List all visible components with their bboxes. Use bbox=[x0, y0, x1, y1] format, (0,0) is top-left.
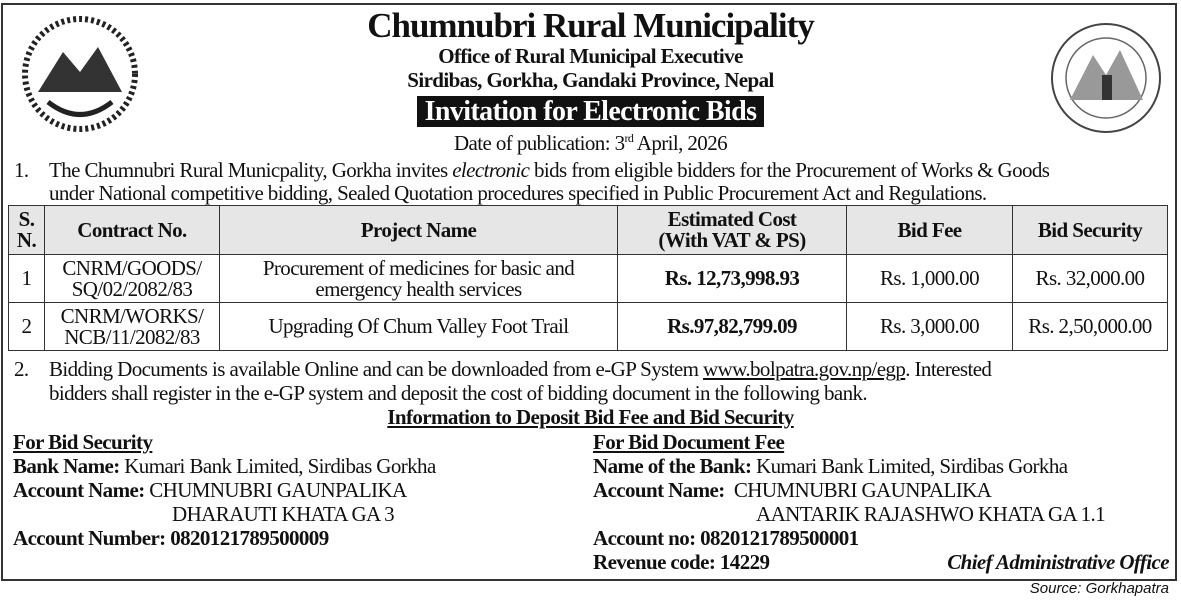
para1-number: 1. bbox=[14, 158, 29, 182]
para1-line2: under National competitive bidding, Sealed Quotation procedures specified in Public Procurement Act and Regulations. bbox=[49, 181, 987, 205]
source-credit: Source: Gorkhapatra bbox=[1029, 580, 1169, 597]
table-header-row: S. N. Contract No. Project Name Estimated Cost (With VAT & PS) Bid Fee Bid Security bbox=[9, 206, 1168, 255]
signature: Chief Administrative Office bbox=[947, 550, 1169, 574]
bid-security-account-name-2: DHARAUTI KHATA GA 3 bbox=[172, 502, 394, 526]
bid-fee-bank: Name of the Bank: Kumari Bank Limited, Sirdibas Gorkha bbox=[593, 454, 1068, 478]
para2-number: 2. bbox=[14, 357, 29, 381]
banner-text: Invitation for Electronic Bids bbox=[417, 96, 765, 127]
revenue-code: Revenue code: 14229 bbox=[593, 550, 770, 574]
para2-line1: Bidding Documents is available Online and can be downloaded from e-GP System www.bolpatra.gov.np/egp. Interested bbox=[49, 357, 992, 381]
publication-date: Date of publication: 3rd April, 2026 bbox=[453, 131, 728, 155]
bid-security-account-number: Account Number: 0820121789500009 bbox=[13, 526, 329, 550]
bid-security-bank: Bank Name: Kumari Bank Limited, Sirdibas Gorkha bbox=[13, 454, 436, 478]
notice-banner bbox=[0, 96, 1181, 128]
office-name: Office of Rural Municipal Executive bbox=[438, 44, 743, 68]
table-row: 2 CNRM/WORKS/ NCB/11/2082/83 Upgrading Of Chum Valley Foot Trail Rs.97,82,799.09 Rs. 3,000.00 Rs. 2,50,000.00 bbox=[9, 303, 1168, 351]
municipality-title: Chumnubri Rural Municipality bbox=[367, 6, 814, 45]
egp-link[interactable]: www.bolpatra.gov.np/egp bbox=[703, 357, 906, 381]
bids-table bbox=[8, 205, 1168, 351]
bid-security-heading: For Bid Security bbox=[13, 430, 153, 454]
bid-fee-account-name: Account Name: CHUMNUBRI GAUNPALIKA bbox=[593, 478, 992, 502]
bid-security-account-name: Account Name: CHUMNUBRI GAUNPALIKA bbox=[13, 478, 407, 502]
para2-line2: bidders shall register in the e-GP system and deposit the cost of bidding document in the following bank. bbox=[49, 381, 868, 405]
para1-line1: The Chumnubri Rural Municpality, Gorkha invites electronic bids from eligible bidders for the Procurement of Works & Goods bbox=[49, 158, 1050, 182]
deposit-heading: Information to Deposit Bid Fee and Bid Security bbox=[387, 405, 794, 429]
office-address: Sirdibas, Gorkha, Gandaki Province, Nepal bbox=[407, 68, 774, 92]
bid-fee-account-number: Account no: 0820121789500001 bbox=[593, 526, 859, 550]
bid-fee-heading: For Bid Document Fee bbox=[593, 430, 785, 454]
bid-fee-account-name-2: AANTARIK RAJASHWO KHATA GA 1.1 bbox=[756, 502, 1106, 526]
table-row: 1 CNRM/GOODS/ SQ/02/2082/83 Procurement of medicines for basic and emergency health services Rs. 12,73,998.93 Rs. 1,000.00 Rs. 32,000.00 bbox=[9, 255, 1168, 303]
